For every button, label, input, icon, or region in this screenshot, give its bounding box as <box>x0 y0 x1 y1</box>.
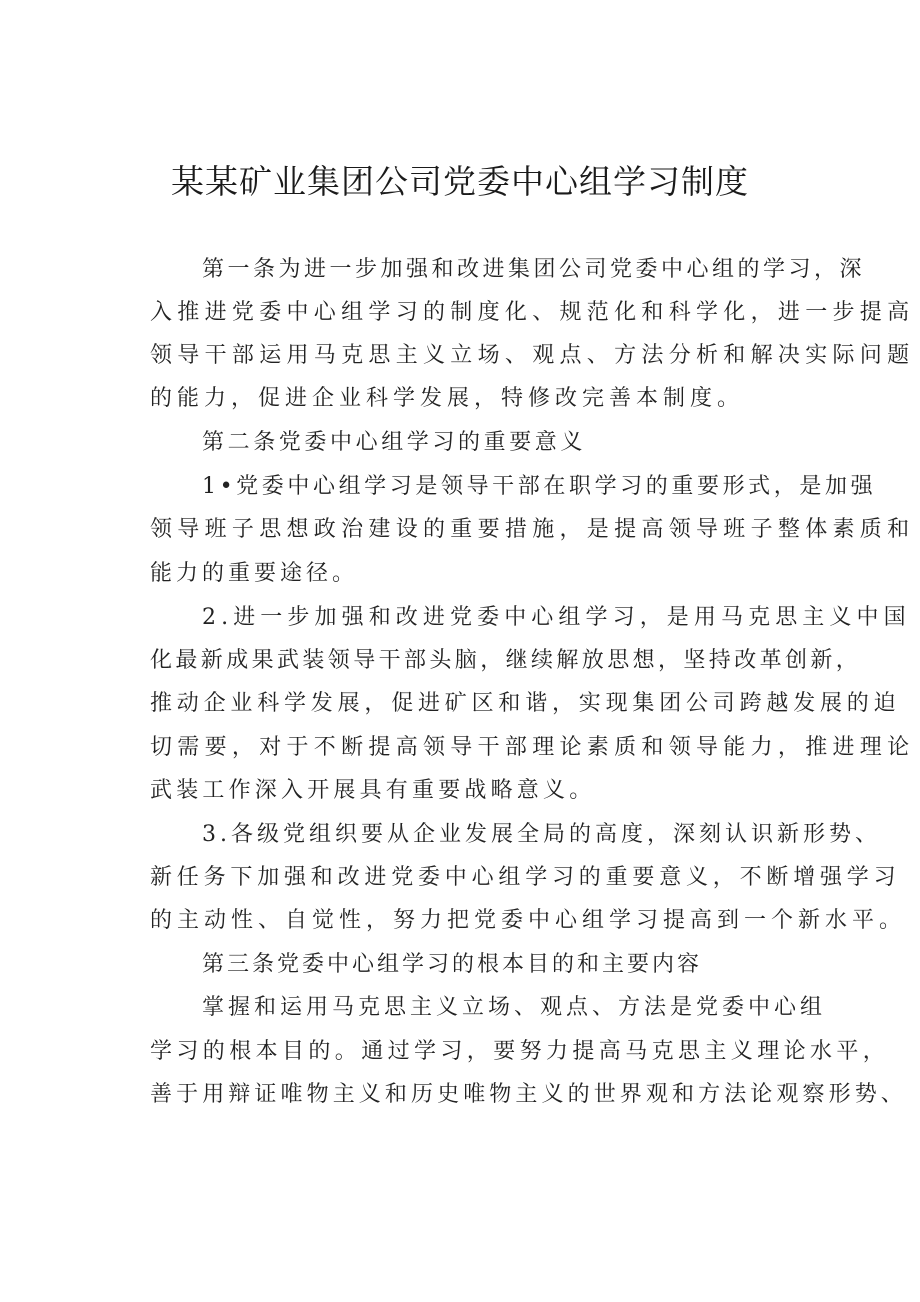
text-line: 武装工作深入开展具有重要战略意义。 <box>150 778 596 803</box>
text-line: 第一条为进一步加强和改进集团公司党委中心组的学习，深 <box>202 257 866 282</box>
text-line: 切需要，对于不断提高领导干部理论素质和领导能力，推进理论 <box>150 735 915 760</box>
text-line: 的能力，促进企业科学发展，特修改完善本制度。 <box>150 386 745 411</box>
text-line: 入推进党委中心组学习的制度化、规范化和科学化，进一步提高 <box>150 300 915 325</box>
text-line: 领导干部运用马克思主义立场、观点、方法分析和解决实际问题 <box>150 343 915 368</box>
text-line: 推动企业科学发展，促进矿区和谐，实现集团公司跨越发展的迫 <box>150 691 901 716</box>
section-heading: 第二条党委中心组学习的重要意义 <box>202 430 587 455</box>
text-line: 3.各级党组织要从企业发展全局的高度，深刻认识新形势、 <box>202 822 881 847</box>
section-heading: 第三条党委中心组学习的根本目的和主要内容 <box>202 952 703 977</box>
text-line: 1•党委中心组学习是领导干部在职学习的重要形式，是加强 <box>202 474 877 499</box>
text-line: 新任务下加强和改进党委中心组学习的重要意义，不断增强学习 <box>150 865 901 890</box>
text-line: 化最新成果武装领导干部头脑，继续解放思想，坚持改革创新， <box>150 648 862 673</box>
text-line: 领导班子思想政治建设的重要措施，是提高领导班子整体素质和 <box>150 517 915 542</box>
text-line: 学习的根本目的。通过学习，要努力提高马克思主义理论水平， <box>150 1039 890 1064</box>
text-line: 的主动性、自觉性，努力把党委中心组学习提高到一个新水平。 <box>150 908 907 933</box>
text-line: 掌握和运用马克思主义立场、观点、方法是党委中心组 <box>202 995 827 1020</box>
text-line: 2.进一步加强和改进党委中心组学习，是用马克思主义中国 <box>202 605 911 630</box>
text-line: 能力的重要途径。 <box>150 561 359 586</box>
text-line: 善于用辩证唯物主义和历史唯物主义的世界观和方法论观察形势、 <box>150 1082 907 1107</box>
document-title: 某某矿业集团公司党委中心组学习制度 <box>171 162 749 201</box>
